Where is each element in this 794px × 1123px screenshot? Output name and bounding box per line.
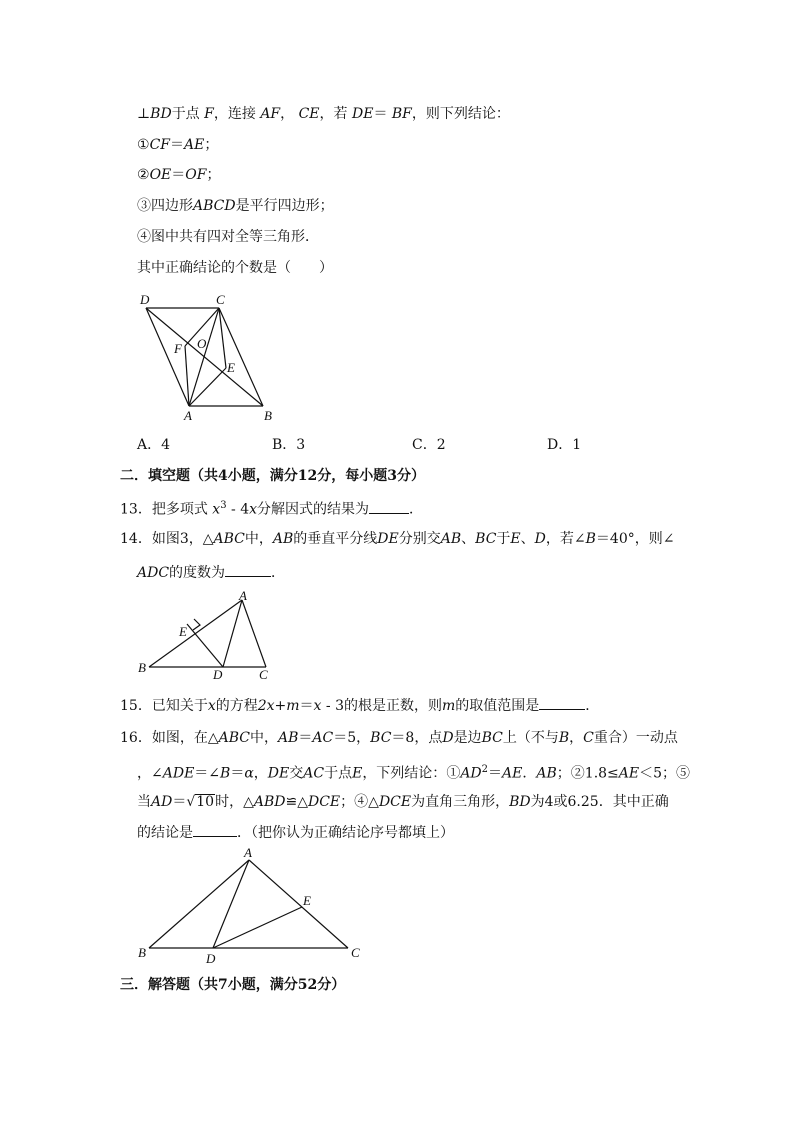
- q13: 13．把多项式 $x^3 - 4x$分解因式的结果为 ．: [120, 500, 424, 518]
- segment-ad: [223, 600, 242, 667]
- label-c: C: [216, 292, 225, 307]
- segment-de: [213, 907, 302, 948]
- segment-ed: [187, 624, 223, 667]
- q12-intro: ⊥BD于点 F，连接 AF， CE，若 DE＝ BF，则下列结论：: [137, 106, 510, 122]
- q12-conclusion-3: ③四边形ABCD是平行四边形；: [137, 198, 334, 214]
- q12-option-d[interactable]: D．1: [547, 437, 582, 453]
- segment-da: [146, 308, 189, 406]
- q14-line-1: 14．如图3，△ABC中，AB的垂直平分线DE分别交AB、BC于E、D，若∠B＝40°，则∠: [120, 531, 675, 547]
- label-c: C: [351, 945, 360, 960]
- q16-line-2: ，∠ADE＝∠B＝α，DE交AC于点E，下列结论：$①AD^2=AE$．AB；②1.8≤AE＜5；⑤: [137, 764, 691, 782]
- q16-figure: [135, 843, 365, 967]
- q12-conclusion-4: ④图中共有四对全等三角形．: [137, 229, 319, 245]
- label-d: D: [206, 951, 216, 966]
- q16-line-1: 16．如图，在△ABC中，AB＝AC＝5，BC＝8，点D是边BC上（不与B，C重合）一动点: [120, 730, 678, 746]
- label-b: B: [138, 945, 146, 960]
- label-b: B: [138, 660, 146, 675]
- label-a: A: [244, 845, 252, 860]
- q12-conclusion-1: ①CF＝AE；: [137, 137, 219, 153]
- q14-line-2: ADC的度数为 ．: [137, 562, 285, 583]
- q12-question: 其中正确结论的个数是（ ）: [137, 260, 333, 276]
- sqrt-symbol: √: [186, 794, 196, 810]
- q16-line-4: 的结论是 ．（把你认为正确结论序号都填上）: [137, 822, 454, 843]
- q13-answer-blank[interactable]: [369, 499, 409, 514]
- label-d: D: [140, 292, 150, 307]
- segment-cb: [219, 308, 263, 406]
- q12-option-a[interactable]: A．4: [137, 437, 171, 453]
- q12-figure: [130, 288, 290, 424]
- segment-ac: [249, 860, 348, 948]
- q15: 15．已知关于x的方程2x+m＝x - 3的根是正数，则m的取值范围是 ．: [120, 695, 599, 716]
- segment-ba: [149, 860, 249, 948]
- label-d: D: [213, 667, 223, 682]
- label-e: E: [303, 893, 311, 908]
- q14-answer-blank[interactable]: [225, 562, 271, 577]
- q16-line-3: 当AD＝√10时，△ABD≌△DCE；④△DCE为直角三角形，BD为4或6.25．其中正确: [137, 794, 669, 810]
- label-c: C: [259, 667, 268, 682]
- q15-answer-blank[interactable]: [539, 695, 585, 710]
- label-e: E: [227, 360, 235, 375]
- q12-option-c[interactable]: C．2: [412, 437, 446, 453]
- section-2-title: 二．填空题（共4小题，满分12分，每小题3分）: [120, 468, 425, 484]
- label-e: E: [179, 624, 187, 639]
- q12-conclusion-2: ②OE＝OF；: [137, 167, 221, 183]
- label-a: A: [184, 408, 192, 423]
- q12-option-b[interactable]: B．3: [272, 437, 306, 453]
- label-f: F: [174, 341, 182, 356]
- section-3-title: 三．解答题（共7小题，满分52分）: [120, 977, 346, 993]
- label-o: O: [197, 336, 207, 351]
- label-b: B: [264, 408, 272, 423]
- segment-ad: [213, 860, 249, 948]
- q14-figure: [135, 588, 275, 682]
- right-angle-mark: [193, 619, 200, 630]
- q16-answer-blank[interactable]: [193, 822, 237, 837]
- label-a: A: [239, 588, 247, 603]
- segment-ac: [242, 600, 266, 667]
